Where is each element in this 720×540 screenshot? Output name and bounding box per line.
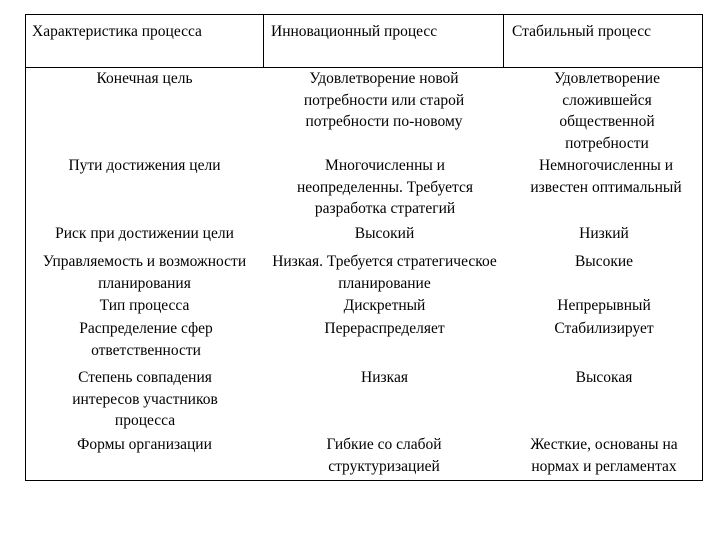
- header-divider: [263, 15, 264, 67]
- row-stable: Низкий: [579, 225, 629, 242]
- row-innovation: Гибкие со слабой структуризацией: [326, 436, 442, 475]
- row-innovation: Перераспределяет: [324, 320, 445, 337]
- row-characteristic: Управляемость и возможности планирования: [42, 253, 247, 292]
- row-innovation: Удовлетворение новой потребности или старой потребности по-новому: [303, 70, 465, 130]
- row-innovation: Многочисленны и неопределенны. Требуется разработка стратегий: [297, 157, 473, 217]
- row-stable: Стабилизирует: [554, 320, 654, 337]
- comparison-table: [25, 14, 703, 481]
- header-innovation: Инновационный процесс: [271, 23, 438, 40]
- row-stable: Жесткие, основаны на нормах и регламентах: [530, 436, 678, 475]
- row-innovation: Низкая. Требуется стратегическое планирование: [272, 253, 497, 292]
- row-stable: Высокая: [575, 369, 633, 386]
- row-stable: Непрерывный: [557, 297, 651, 314]
- row-characteristic: Распределение сфер ответственности: [79, 320, 213, 359]
- header-stable: Стабильный процесс: [512, 23, 651, 40]
- row-innovation: Низкая: [361, 369, 408, 386]
- row-characteristic: Степень совпадения интересов участников процесса: [72, 369, 218, 429]
- row-characteristic: Конечная цель: [96, 70, 193, 87]
- row-characteristic: Риск при достижении цели: [55, 225, 234, 242]
- row-characteristic: Тип процесса: [99, 297, 190, 314]
- row-stable: Удовлетворение сложившейся общественной потребности: [553, 70, 660, 152]
- header-characteristic: Характеристика процесса: [32, 23, 202, 40]
- table-header: [26, 15, 702, 68]
- row-characteristic: Формы организации: [77, 436, 212, 453]
- row-stable: Немногочисленны и известен оптимальный: [530, 157, 682, 196]
- header-divider: [503, 15, 504, 67]
- row-innovation: Высокий: [354, 225, 415, 242]
- row-stable: Высокие: [574, 253, 634, 270]
- row-innovation: Дискретный: [343, 297, 426, 314]
- row-characteristic: Пути достижения цели: [68, 157, 221, 174]
